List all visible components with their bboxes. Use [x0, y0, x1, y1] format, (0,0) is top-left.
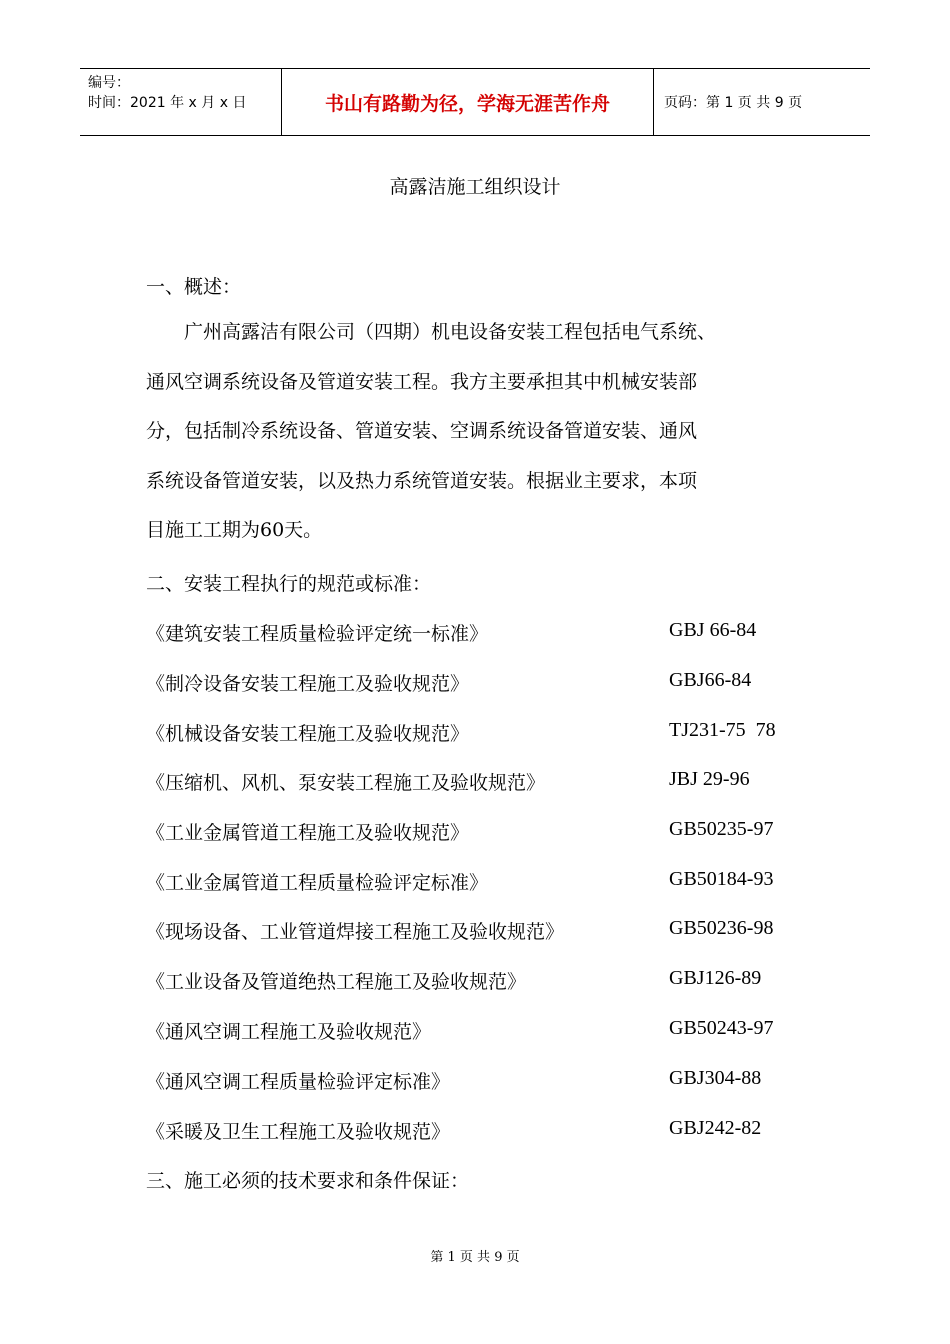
header-left-cell [80, 69, 281, 135]
header-page-info: 页码：第 1 页 共 9 页 [664, 95, 803, 111]
section-heading-overview: 一、概述： [146, 276, 242, 298]
section-heading-requirements: 三、施工必须的技术要求和条件保证： [146, 1170, 470, 1192]
standard-code: GB50235-97 [669, 818, 774, 840]
standard-name: 《机械设备安装工程施工及验收规范》 [146, 723, 470, 745]
standard-code: GBJ242-82 [669, 1117, 762, 1139]
standard-row [146, 1067, 826, 1097]
standard-name: 《通风空调工程质量检验评定标准》 [146, 1071, 451, 1093]
standard-name: 《工业设备及管道绝热工程施工及验收规范》 [146, 971, 527, 993]
standard-row [146, 917, 826, 947]
standard-name: 《现场设备、工业管道焊接工程施工及验收规范》 [146, 921, 565, 943]
standard-name: 《采暖及卫生工程施工及验收规范》 [146, 1121, 451, 1143]
standard-code: GBJ 66-84 [669, 619, 757, 641]
paragraph-line: 系统设备管道安装，以及热力系统管道安装。根据业主要求，本项 [146, 469, 698, 492]
overview-paragraph [146, 308, 806, 556]
header-table [80, 68, 870, 136]
standard-row [146, 1017, 826, 1047]
page-footer: 第 1 页 共 9 页 [430, 1250, 520, 1265]
header-motto: 书山有路勤为径，学海无涯苦作舟 [281, 69, 654, 135]
standard-code: GB50243-97 [669, 1017, 774, 1039]
standard-row [146, 719, 826, 749]
standard-row [146, 619, 826, 649]
section-heading-standards: 二、安装工程执行的规范或标准： [146, 573, 432, 595]
paragraph-line: 广州高露洁有限公司（四期）机电设备安装工程包括电气系统、 [146, 321, 717, 343]
document-time-label: 时间：2021 年 x 月 x 日 [88, 95, 247, 111]
standard-name: 《通风空调工程施工及验收规范》 [146, 1021, 432, 1043]
standard-name: 《建筑安装工程质量检验评定统一标准》 [146, 623, 489, 645]
standard-code: JBJ 29-96 [669, 768, 750, 790]
paragraph-line: 通风空调系统设备及管道安装工程。我方主要承担其中机械安装部 [146, 370, 698, 393]
standard-code: GB50236-98 [669, 917, 774, 939]
standard-row [146, 669, 826, 699]
standard-code: GBJ126-89 [669, 967, 762, 989]
standard-name: 《工业金属管道工程施工及验收规范》 [146, 822, 470, 844]
standard-row [146, 768, 826, 798]
standard-code: TJ231-75 78 [669, 719, 776, 741]
standard-row [146, 818, 826, 848]
standard-row [146, 868, 826, 898]
document-number-label: 编号： [88, 75, 130, 91]
standard-row [146, 1117, 826, 1147]
standard-name: 《工业金属管道工程质量检验评定标准》 [146, 872, 489, 894]
document-title: 高露洁施工组织设计 [389, 176, 561, 198]
paragraph-line: 目施工工期为60天。 [146, 519, 323, 541]
standard-name: 《压缩机、风机、泵安装工程施工及验收规范》 [146, 772, 546, 794]
standard-row [146, 967, 826, 997]
standard-name: 《制冷设备安装工程施工及验收规范》 [146, 673, 470, 695]
standard-code: GBJ304-88 [669, 1067, 762, 1089]
standard-code: GB50184-93 [669, 868, 774, 890]
standard-code: GBJ66-84 [669, 669, 752, 691]
paragraph-line: 分，包括制冷系统设备、管道安装、空调系统设备管道安装、通风 [146, 420, 698, 442]
